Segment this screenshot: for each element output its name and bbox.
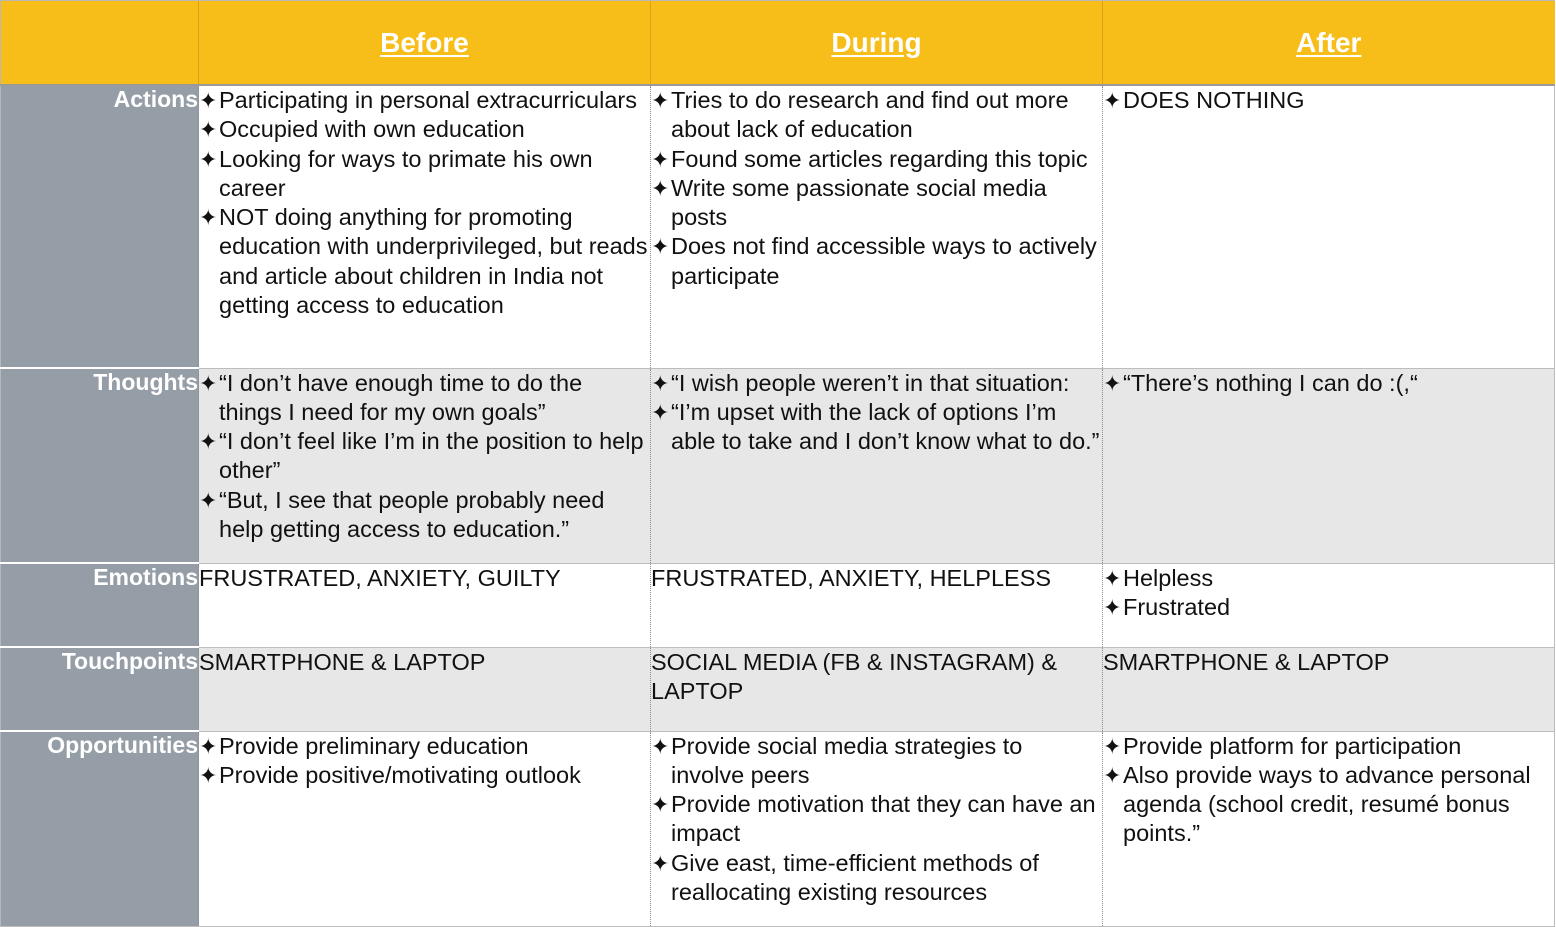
list-item-text: Provide platform for participation — [1123, 732, 1462, 759]
list-item — [1103, 761, 1554, 849]
cell-text: SMARTPHONE & LAPTOP — [199, 648, 486, 675]
list-item — [651, 232, 1102, 291]
bullet-list — [651, 732, 1102, 908]
row-label: Thoughts — [1, 368, 199, 563]
four-point-star-icon: ✦ — [1103, 594, 1122, 620]
cell-text: FRUSTRATED, ANXIETY, HELPLESS — [651, 564, 1052, 591]
cell-text: FRUSTRATED, ANXIETY, GUILTY — [199, 564, 561, 591]
cell-text: SOCIAL MEDIA (FB & INSTAGRAM) & LAPTOP — [651, 648, 1058, 704]
cell-touchpoints-during — [651, 647, 1103, 731]
list-item — [1103, 86, 1554, 115]
list-item — [651, 849, 1102, 908]
list-item-text: Provide positive/motivating outlook — [219, 761, 581, 788]
bullet-list — [199, 369, 650, 545]
list-item-text: Looking for ways to primate his own career — [219, 145, 593, 201]
list-item-text: “I’m upset with the lack of options I’m able to take and I don’t know what to do.” — [671, 398, 1100, 455]
corner-cell — [1, 1, 199, 86]
four-point-star-icon: ✦ — [651, 234, 670, 260]
list-item-text: Frustrated — [1123, 593, 1231, 620]
bullet-list — [1103, 369, 1554, 398]
list-item — [651, 86, 1102, 145]
cell-emotions-before — [199, 563, 651, 647]
four-point-star-icon: ✦ — [1103, 565, 1122, 591]
row-label: Actions — [1, 85, 199, 368]
column-header-after — [1103, 1, 1555, 86]
list-item-text: NOT doing anything for promoting education with underprivileged, but reads and article about children in India not getting access to education — [219, 204, 648, 319]
cell-opportunities-during — [651, 731, 1103, 926]
list-item — [199, 761, 650, 790]
list-item — [199, 203, 650, 320]
cell-actions-after — [1103, 85, 1555, 368]
list-item — [199, 427, 650, 486]
list-item-text: Write some passionate social media posts — [671, 174, 1047, 231]
four-point-star-icon: ✦ — [1103, 762, 1122, 788]
row-emotions — [1, 563, 1555, 647]
column-header-label: After — [1296, 26, 1362, 58]
list-item-text: Participating in personal extracurriculars — [219, 87, 637, 113]
column-header-during — [651, 1, 1103, 86]
list-item — [1103, 732, 1554, 761]
bullet-list — [651, 369, 1102, 457]
list-item-text: Found some articles regarding this topic — [671, 145, 1088, 172]
row-opportunities — [1, 731, 1555, 926]
cell-text: SMARTPHONE & LAPTOP — [1103, 648, 1390, 675]
cell-opportunities-before — [199, 731, 651, 926]
four-point-star-icon: ✦ — [651, 792, 670, 818]
cell-emotions-during — [651, 563, 1103, 647]
list-item — [651, 398, 1102, 457]
list-item — [199, 115, 650, 144]
list-item-text: Give east, time-efficient methods of reallocating existing resources — [671, 849, 1039, 905]
cell-emotions-after — [1103, 563, 1555, 647]
bullet-list — [1103, 564, 1554, 623]
cell-thoughts-after — [1103, 368, 1555, 563]
bullet-list — [199, 732, 650, 791]
cell-thoughts-during — [651, 368, 1103, 563]
row-touchpoints — [1, 647, 1555, 731]
list-item-text: “I wish people weren’t in that situation: — [671, 369, 1070, 396]
row-label: Touchpoints — [1, 647, 199, 731]
row-label: Emotions — [1, 563, 199, 647]
list-item-text: Tries to do research and find out more about lack of education — [671, 87, 1069, 143]
four-point-star-icon: ✦ — [651, 850, 670, 876]
four-point-star-icon: ✦ — [651, 146, 670, 172]
four-point-star-icon: ✦ — [651, 733, 670, 759]
list-item — [199, 732, 650, 761]
list-item-text: DOES NOTHING — [1123, 87, 1305, 113]
list-item-text: Does not find accessible ways to actively participate — [671, 233, 1097, 289]
column-header-before — [199, 1, 651, 86]
list-item-text: Provide preliminary education — [219, 732, 529, 759]
four-point-star-icon: ✦ — [199, 88, 218, 113]
four-point-star-icon: ✦ — [199, 370, 218, 396]
list-item-text: “I don’t have enough time to do the things I need for my own goals” — [219, 369, 583, 425]
list-item-text: Also provide ways to advance personal agenda (school credit, resumé bonus points.” — [1123, 761, 1531, 847]
list-item-text: “There’s nothing I can do :(,“ — [1123, 369, 1418, 396]
list-item-text: Provide social media strategies to involve peers — [671, 732, 1023, 788]
list-item — [199, 486, 650, 545]
column-header-label: During — [831, 26, 922, 58]
list-item — [651, 369, 1102, 398]
four-point-star-icon: ✦ — [199, 146, 218, 172]
four-point-star-icon: ✦ — [651, 370, 670, 396]
four-point-star-icon: ✦ — [1103, 733, 1122, 759]
list-item-text: “But, I see that people probably need help getting access to education.” — [219, 486, 605, 542]
row-label: Opportunities — [1, 731, 199, 926]
list-item — [651, 732, 1102, 791]
cell-touchpoints-after — [1103, 647, 1555, 731]
list-item — [1103, 369, 1554, 398]
list-item — [651, 174, 1102, 233]
cell-actions-during — [651, 85, 1103, 368]
row-thoughts — [1, 368, 1555, 563]
four-point-star-icon: ✦ — [199, 117, 218, 143]
four-point-star-icon: ✦ — [651, 399, 670, 425]
four-point-star-icon: ✦ — [199, 429, 218, 455]
four-point-star-icon: ✦ — [199, 205, 218, 231]
row-actions — [1, 85, 1555, 368]
four-point-star-icon: ✦ — [199, 733, 218, 759]
list-item-text: Occupied with own education — [219, 116, 525, 143]
four-point-star-icon: ✦ — [1103, 370, 1122, 396]
four-point-star-icon: ✦ — [651, 175, 670, 201]
header-row — [1, 1, 1555, 86]
list-item-text: “I don’t feel like I’m in the position to help other” — [219, 428, 644, 484]
list-item-text: Helpless — [1123, 564, 1214, 591]
cell-thoughts-before — [199, 368, 651, 563]
four-point-star-icon: ✦ — [1103, 88, 1122, 113]
bullet-list — [199, 86, 650, 320]
list-item — [1103, 593, 1554, 622]
list-item — [199, 369, 650, 428]
list-item — [651, 790, 1102, 849]
bullet-list — [1103, 86, 1554, 115]
list-item-text: Provide motivation that they can have an impact — [671, 791, 1096, 847]
four-point-star-icon: ✦ — [199, 487, 218, 513]
list-item — [651, 145, 1102, 174]
four-point-star-icon: ✦ — [651, 88, 670, 113]
four-point-star-icon: ✦ — [199, 762, 218, 788]
list-item — [199, 145, 650, 204]
cell-actions-before — [199, 85, 651, 368]
cell-touchpoints-before — [199, 647, 651, 731]
list-item — [199, 86, 650, 115]
cell-opportunities-after — [1103, 731, 1555, 926]
list-item — [1103, 564, 1554, 593]
bullet-list — [651, 86, 1102, 291]
bullet-list — [1103, 732, 1554, 849]
column-header-label: Before — [380, 26, 469, 58]
